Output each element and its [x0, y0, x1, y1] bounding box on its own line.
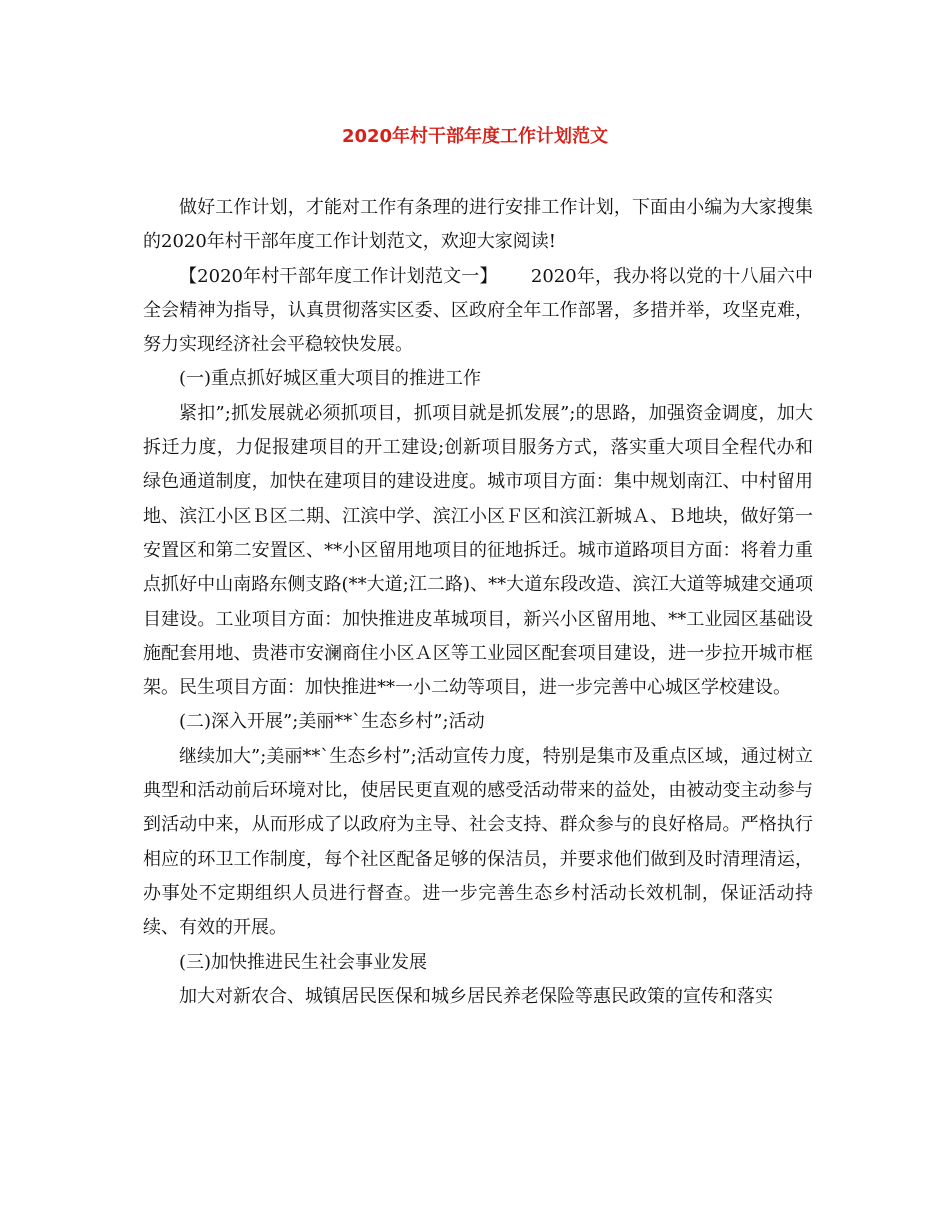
- paragraph-ecology: 继续加大”;美丽**ˋ生态乡村”;活动宣传力度，特别是集市及重点区域，通过树立典型和活动前后环境对比，使居民更直观的感受活动带来的益处，由被动变主动参与到活动中来，从而形成了以政府为主导、社会支持、群众参与的良好格局。严格执行相应的环卫工作制度，每个社区配备足够的保洁员，并要求他们做到及时清理清运，办事处不定期组织人员进行督查。进一步完善生态乡村活动长效机制，保证活动持续、有效的开展。: [143, 745, 813, 939]
- section-heading-3: (三)加快推进民生社会事业发展: [179, 951, 428, 973]
- section-heading-2: (二)深入开展”;美丽**ˋ生态乡村”;活动: [179, 711, 485, 733]
- paragraph-livelihood: 加大对新农合、城镇居民医保和城乡居民养老保险等惠民政策的宣传和落实: [179, 985, 773, 1007]
- document-body: [143, 191, 813, 1014]
- paragraph-plan-one: 【2020年村干部年度工作计划范文一】 2020年，我办将以党的十八届六中全会精神为指导，认真贯彻落实区委、区政府全年工作部署，多措并举，攻坚克难，努力实现经济社会平稳较快发展。: [143, 265, 813, 356]
- paragraph-projects: 紧扣”;抓发展就必须抓项目，抓项目就是抓发展”;的思路，加强资金调度，加大拆迁力度，力促报建项目的开工建设;创新项目服务方式，落实重大项目全程代办和绿色通道制度，加快在建项目的建设进度。城市项目方面：集中规划南江、中村留用地、滨江小区Ｂ区二期、江滨中学、滨江小区Ｆ区和滨江新城Ａ、Ｂ地块，做好第一安置区和第二安置区、**小区留用地项目的征地拆迁。城市道路项目方面：将着力重点抓好中山南路东侧支路(**大道;江二路)、**大道东段改造、滨江大道等城建交通项目建设。工业项目方面：加快推进皮革城项目，新兴小区留用地、**工业园区基础设施配套用地、贵港市安澜商住小区Ａ区等工业园区配套项目建设，进一步拉开城市框架。民生项目方面：加快推进**一小二幼等项目，进一步完善中心城区学校建设。: [143, 402, 813, 699]
- section-heading-1: (一)重点抓好城区重大项目的推进工作: [179, 368, 482, 390]
- document-title: 2020年村干部年度工作计划范文: [341, 126, 609, 147]
- paragraph-intro: 做好工作计划，才能对工作有条理的进行安排工作计划，下面由小编为大家搜集的2020年村干部年度工作计划范文，欢迎大家阅读!: [143, 197, 813, 253]
